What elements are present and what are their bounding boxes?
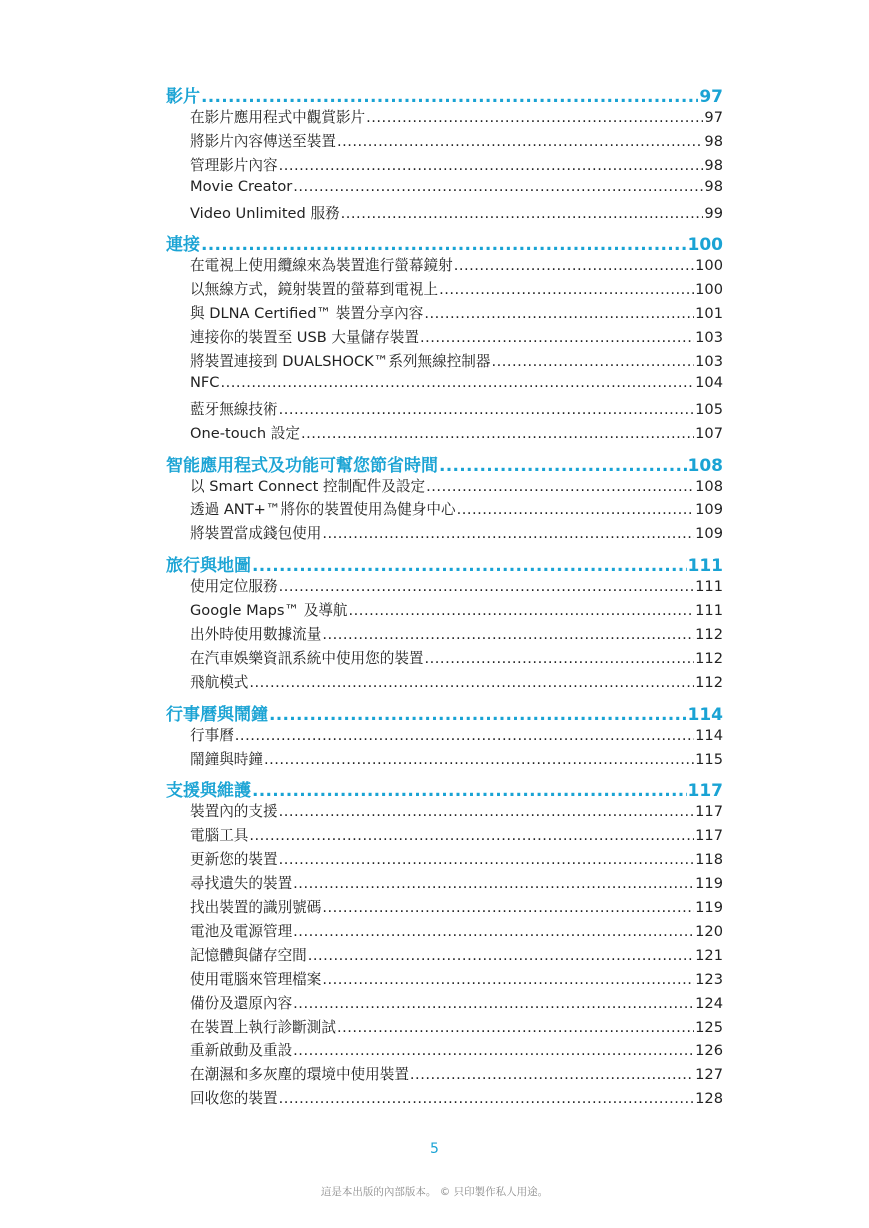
toc-entry-page: 125 [695,1018,723,1036]
toc-entry-page: 118 [695,851,723,869]
dot-leader [337,133,703,150]
toc-entry[interactable] [190,920,723,944]
toc-entry-title: 記憶體與儲存空間 [190,946,307,964]
page-number: 5 [430,1141,439,1157]
dot-leader [252,556,687,576]
toc-entry-title: 更新您的裝置 [190,851,278,869]
toc-entry[interactable] [190,498,723,522]
toc-entry-title: 在潮濕和多灰塵的環境中使用裝置 [190,1066,409,1084]
toc-entry-page: 112 [695,649,723,667]
dot-leader [279,1090,695,1107]
toc-entry[interactable] [190,872,723,896]
toc-entry[interactable] [190,422,723,446]
toc-entry-page: 107 [695,424,723,442]
dot-leader [426,478,694,495]
dot-leader [201,87,698,107]
toc-entry[interactable] [190,1087,723,1111]
toc-entry-title: 管理影片內容 [190,156,278,174]
toc-section-title: 影片 [166,87,200,107]
toc-entry-title: 行事曆 [190,726,234,744]
toc-entry-page: 103 [695,353,723,371]
toc-entry-page: 98 [704,132,723,150]
toc-entry-title: 找出裝置的識別號碼 [190,899,322,917]
dot-leader [457,501,695,518]
toc-entry-page: 109 [695,501,723,519]
toc-entry-title: 在影片應用程式中觀賞影片 [190,109,366,126]
dot-leader [252,781,687,801]
toc-section[interactable] [166,700,723,724]
toc-entry-page: 98 [704,177,723,195]
toc-entry[interactable] [190,1016,723,1040]
toc-section-title: 智能應用程式及功能可幫您節省時間 [166,455,438,476]
toc-entry[interactable] [190,278,723,302]
toc-section-page: 114 [687,704,723,725]
toc-entry[interactable] [190,202,723,226]
toc-entry-title: 尋找遺失的裝置 [190,875,293,893]
dot-leader [293,995,694,1012]
toc-section[interactable] [166,451,723,475]
dot-leader [322,626,694,643]
toc-entry-page: 112 [695,673,723,691]
toc-entry-page: 109 [695,525,723,543]
toc-section-page: 108 [687,455,723,476]
toc-section[interactable] [166,230,723,254]
toc-entry-page: 104 [695,373,723,391]
dot-leader [410,1066,694,1083]
toc-entry-title: 重新啟動及重設 [190,1042,293,1060]
dot-leader [293,178,703,195]
toc-entry[interactable] [190,724,723,748]
toc-section[interactable] [166,82,723,106]
toc-section-title: 支援與維護 [166,781,251,802]
toc-entry[interactable] [190,896,723,920]
dot-leader [341,205,704,222]
toc-entry-title: One-touch 設定 [190,424,300,442]
toc-entry-page: 100 [695,257,723,275]
dot-leader [425,650,695,667]
footer-note: 這是本出版的內部版本。 © 只印製作私人用途。 [320,1186,549,1198]
toc-entry[interactable] [190,848,723,872]
toc-entry-page: 98 [704,156,723,174]
table-of-contents [166,82,723,1111]
toc-entry-page: 115 [695,750,723,768]
toc-entry-title: 回收您的裝置 [190,1090,278,1108]
toc-entry[interactable] [190,522,723,546]
dot-leader [293,923,694,940]
dot-leader [279,578,695,595]
dot-leader [249,674,694,691]
toc-entry-title: Google Maps™ 及導航 [190,602,348,620]
toc-entry[interactable] [190,623,723,647]
toc-entry-title: 將裝置連接到 DUALSHOCK™系列無線控制器 [190,353,491,371]
toc-entry[interactable] [190,302,723,326]
toc-entry[interactable] [190,599,723,623]
toc-entry[interactable] [190,130,723,154]
toc-entry-title: Movie Creator [190,177,293,195]
toc-entry[interactable] [190,398,723,422]
toc-entry-page: 108 [695,477,723,495]
toc-entry-title: 鬧鐘與時鐘 [190,750,263,768]
toc-entry-title: 在汽車娛樂資訊系統中使用您的裝置 [190,649,424,667]
toc-section-page: 117 [687,781,723,802]
toc-entry-page: 123 [695,970,723,988]
dot-leader [322,899,694,916]
dot-leader [279,851,695,868]
toc-section[interactable] [166,551,723,575]
dot-leader [366,109,703,126]
toc-entry-page: 111 [695,602,723,620]
toc-entry-page: 112 [695,626,723,644]
toc-entry[interactable] [190,992,723,1016]
toc-entry-title: 飛航模式 [190,673,249,691]
toc-entry-title: 電池及電源管理 [190,922,293,940]
toc-entry-title: NFC [190,373,220,391]
toc-entry[interactable] [190,374,723,398]
toc-entry[interactable] [190,800,723,824]
toc-entry-title: 使用定位服務 [190,578,278,596]
dot-leader [264,751,694,768]
toc-entry-title: 裝置內的支援 [190,803,278,821]
toc-entry-title: 將影片內容傳送至裝置 [190,132,336,150]
dot-leader [424,305,694,322]
toc-entry-page: 103 [695,329,723,347]
toc-entry-title: 出外時使用數據流量 [190,626,322,644]
dot-leader [337,1019,694,1036]
toc-entry-page: 128 [695,1090,723,1108]
toc-entry-page: 117 [695,827,723,845]
toc-entry-page: 121 [695,946,723,964]
dot-leader [279,803,695,820]
toc-entry-page: 111 [695,578,723,596]
dot-leader [269,705,687,725]
dot-leader [308,947,694,964]
toc-section-title: 行事曆與鬧鐘 [166,704,268,725]
toc-entry-title: 在裝置上執行診斷測試 [190,1018,336,1036]
toc-entry[interactable] [190,350,723,374]
toc-entry[interactable] [190,106,723,130]
toc-entry-page: 127 [695,1066,723,1084]
toc-entry-page: 100 [695,281,723,299]
toc-entry-page: 97 [704,109,723,126]
toc-entry-title: 電腦工具 [190,827,249,845]
toc-entry-title: Video Unlimited 服務 [190,204,340,222]
toc-section-page: 111 [687,556,723,577]
toc-entry-page: 99 [704,204,723,222]
toc-entry-title: 以 Smart Connect 控制配件及設定 [190,477,426,495]
toc-entry-page: 119 [695,899,723,917]
dot-leader [349,602,695,619]
dot-leader [235,727,694,744]
toc-entry[interactable] [190,944,723,968]
toc-entry-page: 126 [695,1042,723,1060]
toc-entry-title: 使用電腦來管理檔案 [190,970,322,988]
dot-leader [420,329,694,346]
toc-entry-page: 124 [695,994,723,1012]
toc-entry-title: 透過 ANT+™將你的裝置使用為健身中心 [190,501,456,519]
dot-leader [293,875,694,892]
dot-leader [201,235,687,255]
toc-entry[interactable] [190,671,723,695]
toc-entry-page: 120 [695,922,723,940]
toc-section-title: 旅行與地圖 [166,556,251,577]
toc-entry-title: 連接你的裝置至 USB 大量儲存裝置 [190,329,419,347]
toc-entry[interactable] [190,824,723,848]
dot-leader [249,827,694,844]
toc-entry-page: 105 [695,400,723,418]
toc-entry-page: 114 [695,726,723,744]
dot-leader [491,353,694,370]
toc-entry-title: 藍牙無線技術 [190,400,278,418]
dot-leader [322,525,694,542]
dot-leader [301,425,694,442]
toc-entry[interactable] [190,254,723,278]
toc-section-title: 連接 [166,235,200,256]
toc-entry-title: 以無線方式，鏡射裝置的螢幕到電視上 [190,281,439,299]
dot-leader [293,1042,694,1059]
dot-leader [221,374,695,391]
dot-leader [279,401,695,418]
toc-entry-title: 在電視上使用纜線來為裝置進行螢幕鏡射 [190,257,453,275]
dot-leader [454,257,694,274]
toc-entry-page: 101 [695,305,723,323]
toc-entry[interactable] [190,178,723,202]
toc-section-page: 100 [687,235,723,256]
dot-leader [439,456,687,476]
toc-entry[interactable] [190,968,723,992]
toc-entry[interactable] [190,326,723,350]
toc-entry[interactable] [190,575,723,599]
toc-section-page: 97 [699,87,723,107]
toc-entry[interactable] [190,1039,723,1063]
dot-leader [322,971,694,988]
dot-leader [279,157,704,174]
toc-section[interactable] [166,776,723,800]
dot-leader [439,281,694,298]
toc-entry[interactable] [190,154,723,178]
toc-entry-title: 將裝置當成錢包使用 [190,525,322,543]
toc-entry-page: 117 [695,803,723,821]
toc-entry-title: 與 DLNA Certified™ 裝置分享內容 [190,305,424,323]
toc-entry[interactable] [190,1063,723,1087]
toc-entry[interactable] [190,475,723,499]
toc-entry-page: 119 [695,875,723,893]
toc-entry[interactable] [190,748,723,772]
toc-entry[interactable] [190,647,723,671]
toc-entry-title: 備份及還原內容 [190,994,293,1012]
